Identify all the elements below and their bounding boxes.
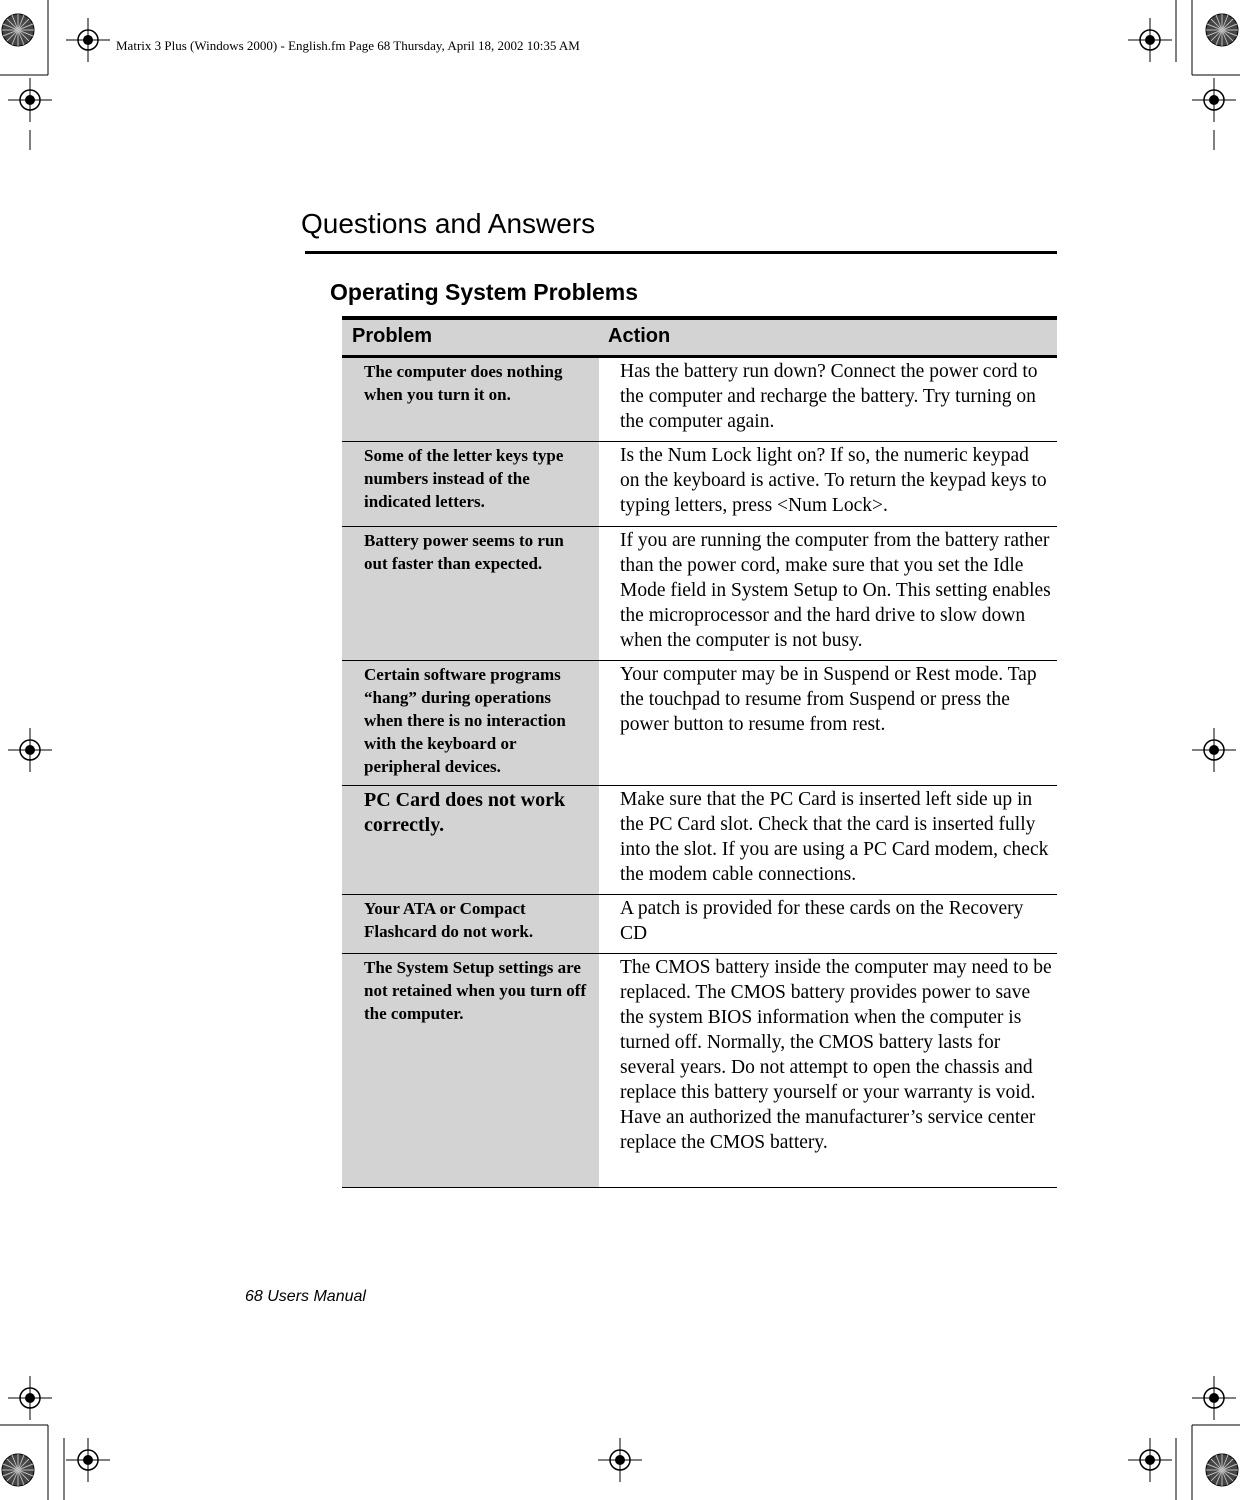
crosshair-icon <box>1192 728 1236 772</box>
problem-cell: Your ATA or Compact Flashcard do not work. <box>342 895 599 953</box>
crosshair-icon <box>66 1438 110 1482</box>
table-row <box>342 954 1057 1188</box>
registration-star-icon <box>1206 1454 1238 1486</box>
action-cell: Is the Num Lock light on? If so, the numeric keypad on the keyboard is active. To return the keypad keys to typing letters, press <Num Lock>. <box>620 445 1047 516</box>
table-row <box>342 358 1057 442</box>
header-action: Action <box>608 325 671 347</box>
problem-cell: The computer does nothing when you turn it on. <box>342 358 599 441</box>
action-cell: A patch is provided for these cards on the Recovery CD <box>620 898 1024 944</box>
action-cell: If you are running the computer from the battery rather than the power cord, make sure that you set the Idle Mode field in System Setup to On. This setting enables the microprocessor and the hard drive to slow down when the computer is not busy. <box>620 530 1051 651</box>
header-problem: Problem <box>352 325 433 347</box>
problem-cell: The System Setup settings are not retained when you turn off the computer. <box>342 954 599 1187</box>
action-cell: The CMOS battery inside the computer may need to be replaced. The CMOS battery provides power to save the system BIOS information when the computer is turned off. Normally, the CMOS battery lasts for several years. Do not attempt to open the chassis and replace this battery yourself or your warranty is void. Have an authorized the manufacturer’s service center replace the CMOS battery. <box>620 957 1052 1153</box>
problem-cell: Certain software programs “hang” during operations when there is no interaction with the keyboard or peripheral devices. <box>342 661 599 785</box>
problem-cell: Some of the letter keys type numbers instead of the indicated letters. <box>342 442 599 526</box>
page-footer: 68 Users Manual <box>245 1288 366 1305</box>
section-title: Questions and Answers <box>301 208 596 239</box>
crosshair-icon <box>1128 18 1172 62</box>
problems-table <box>342 316 1057 1188</box>
table-row <box>342 661 1057 786</box>
print-file-info: Matrix 3 Plus (Windows 2000) - English.fm Page 68 Thursday, April 18, 2002 10:35 AM <box>116 38 580 53</box>
crosshair-icon <box>66 18 110 62</box>
table-row <box>342 895 1057 954</box>
registration-star-icon <box>1206 14 1238 46</box>
table-row <box>342 442 1057 527</box>
crosshair-icon <box>8 728 52 772</box>
title-divider <box>305 251 1057 254</box>
table-row <box>342 786 1057 895</box>
table-row <box>342 527 1057 661</box>
crosshair-icon <box>1192 78 1236 122</box>
problem-cell: Battery power seems to run out faster than expected. <box>342 527 599 660</box>
crosshair-icon <box>1128 1438 1172 1482</box>
crosshair-icon <box>8 1376 52 1420</box>
crosshair-icon <box>8 78 52 122</box>
action-cell: Your computer may be in Suspend or Rest mode. Tap the touchpad to resume from Suspend or press the power button to resume from rest. <box>620 664 1037 735</box>
table-header <box>342 316 1057 358</box>
action-cell: Has the battery run down? Connect the power cord to the computer and recharge the battery. Try turning on the computer again. <box>620 361 1038 432</box>
registration-star-icon <box>2 14 34 46</box>
crosshair-icon <box>1192 1376 1236 1420</box>
registration-star-icon <box>2 1454 34 1486</box>
action-cell: Make sure that the PC Card is inserted left side up in the PC Card slot. Check that the card is inserted fully into the slot. If you are using a PC Card modem, check the modem cable connections. <box>620 789 1049 885</box>
problem-cell: PC Card does not work correctly. <box>342 786 599 894</box>
crosshair-icon <box>598 1438 642 1482</box>
subsection-title: Operating System Problems <box>330 279 639 305</box>
